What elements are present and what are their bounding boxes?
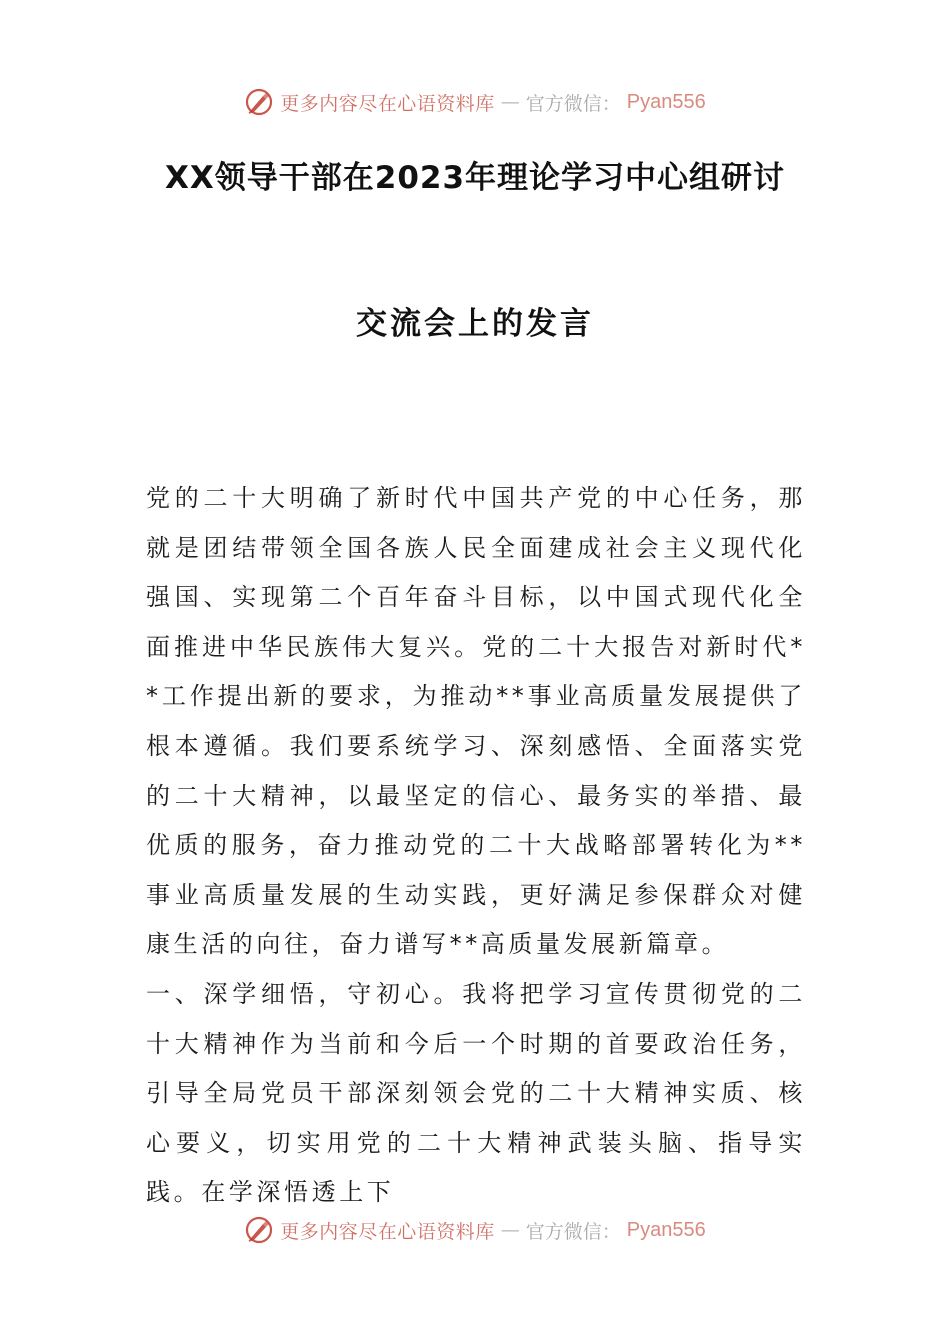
body-paragraph-1: 党的二十大明确了新时代中国共产党的中心任务，那就是团结带领全国各族人民全面建成社会主义现代化强国、实现第二个百年奋斗目标，以中国式现代化全面推进中华民族伟大复兴。党的二十大报告对新时代**工作提出新的要求，为推动**事业高质量发展提供了根本遵循。我们要系统学习、深刻感悟、全面落实党的二十大精神，以最坚定的信心、最务实的举措、最优质的服务，奋力推动党的二十大战略部署转化为**事业高质量发展的生动实践，更好满足参保群众对健康生活的向往，奋力谱写**高质量发展新篇章。 [146,484,806,959]
pen-logo-icon [244,87,274,117]
watermark-brand-text: 更多内容尽在心语资料库 [280,1220,495,1243]
watermark-banner-bottom [0,1210,950,1250]
watermark-separator: — [500,91,520,113]
document-title-line-2: 交流会上的发言 [356,306,594,342]
watermark-contact-label: 官方微信： [525,92,621,115]
watermark-contact-id: Pyan556 [626,1218,706,1241]
watermark-contact-label: 官方微信： [525,1220,621,1243]
pen-logo-icon [244,1215,274,1245]
watermark-brand-text: 更多内容尽在心语资料库 [280,92,495,115]
watermark-banner-top [0,82,950,122]
document-title-line-1: XX领导干部在2023年理论学习中心组研讨 [164,160,786,196]
watermark-separator: — [500,1219,520,1241]
document-body [146,474,806,1218]
body-paragraph-2: 一、深学细悟，守初心。我将把学习宣传贯彻党的二十大精神作为当前和今后一个时期的首要政治任务，引导全局党员干部深刻领会党的二十大精神实质、核心要义，切实用党的二十大精神武装头脑、指导实践。在学深悟透上下 [146,979,806,1207]
watermark-contact-id: Pyan556 [626,90,706,113]
